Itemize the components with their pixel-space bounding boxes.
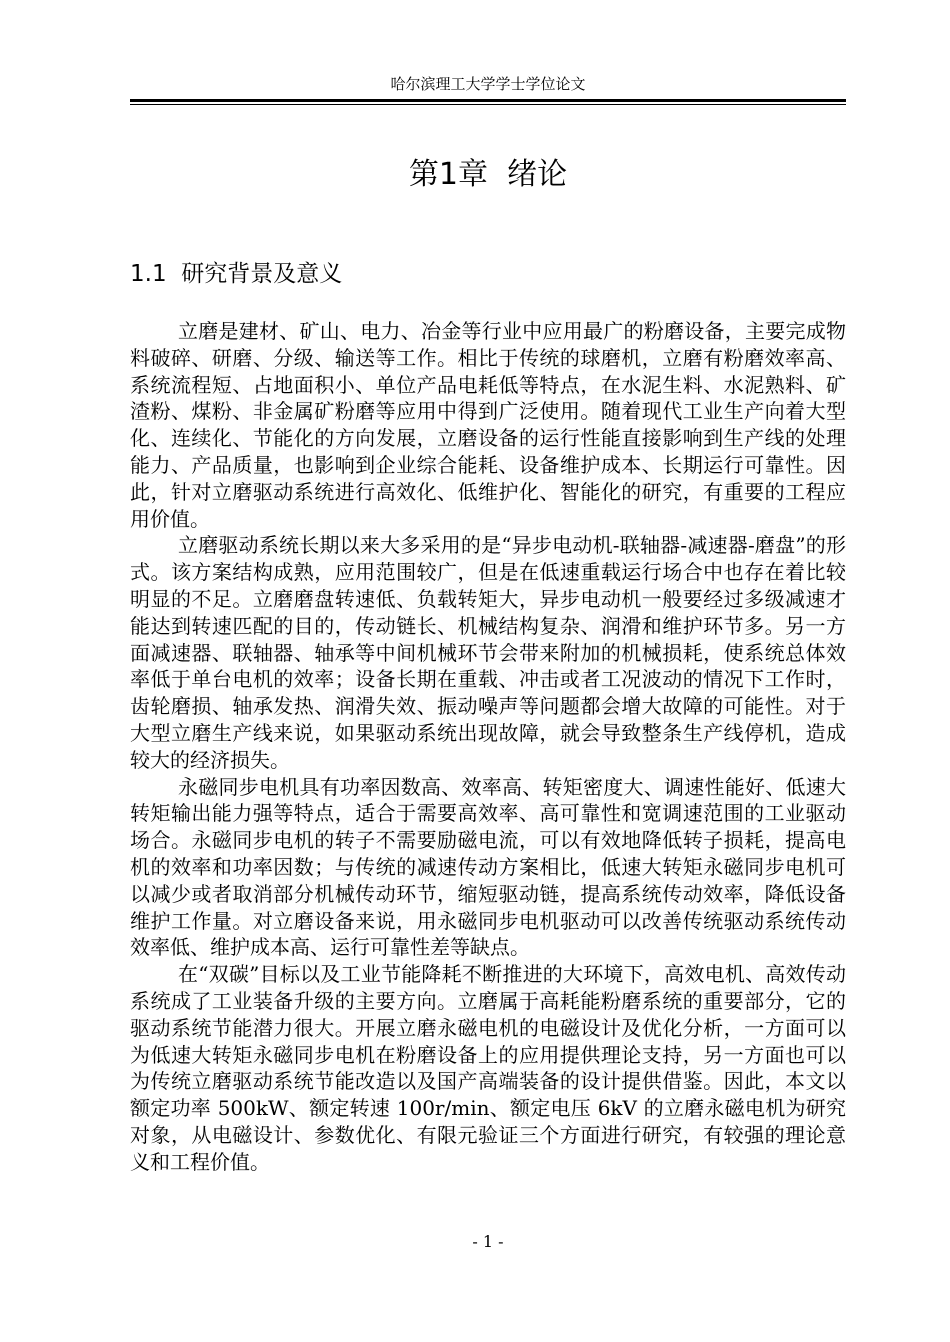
body-text bbox=[130, 318, 846, 1176]
header-rule-thick bbox=[130, 99, 846, 102]
header-rule-thin bbox=[130, 104, 846, 105]
paragraph-3: 永磁同步电机具有功率因数高、效率高、转矩密度大、调速性能好、低速大转矩输出能力强等特点，适合于需要高效率、高可靠性和宽调速范围的工业驱动场合。永磁同步电机的转子不需要励磁电流，可以有效地降低转子损耗，提高电机的效率和功率因数；与传统的减速传动方案相比，低速大转矩永磁同步电机可以减少或者取消部分机械传动环节，缩短驱动链，提高系统传动效率，降低设备维护工作量。对立磨设备来说，用永磁同步电机驱动可以改善传统驱动系统传动效率低、维护成本高、运行可靠性差等缺点。 bbox=[130, 774, 846, 960]
page-number: - 1 - bbox=[472, 1232, 504, 1251]
chapter-title: 第1章 绪论 bbox=[408, 157, 568, 192]
paragraph-4: 在“双碳”目标以及工业节能降耗不断推进的大环境下，高效电机、高效传动系统成了工业装备升级的主要方向。立磨属于高耗能粉磨系统的重要部分，它的驱动系统节能潜力很大。开展立磨永磁电机的电磁设计及优化分析，一方面可以为低速大转矩永磁同步电机在粉磨设备上的应用提供理论支持，另一方面也可以为传统立磨驱动系统节能改造以及国产高端装备的设计提供借鉴。因此，本文以额定功率 500kW、额定转速 100r/min、额定电压 6kV 的立磨永磁电机为研究对象，从电磁设计、参数优化、有限元验证三个方面进行研究，有较强的理论意义和工程价值。 bbox=[130, 962, 846, 1174]
section-title: 1.1 研究背景及意义 bbox=[130, 261, 343, 287]
paragraph-2: 立磨驱动系统长期以来大多采用的是“异步电动机-联轴器-减速器-磨盘”的形式。该方案结构成熟，应用范围较广，但是在低速重载运行场合中也存在着比较明显的不足。立磨磨盘转速低、负载转矩大，异步电动机一般要经过多级减速才能达到转速匹配的目的，传动链长、机械结构复杂、润滑和维护环节多。另一方面减速器、联轴器、轴承等中间机械环节会带来附加的机械损耗，使系统总体效率低于单台电机的效率；设备长期在重载、冲击或者工况波动的情况下工作时，齿轮磨损、轴承发热、润滑失效、振动噪声等问题都会增大故障的可能性。对于大型立磨生产线来说，如果驱动系统出现故障，就会导致整条生产线停机，造成较大的经济损失。 bbox=[130, 533, 846, 772]
running-header: 哈尔滨理工大学学士学位论文 bbox=[390, 75, 586, 93]
paragraph-1: 立磨是建材、矿山、电力、冶金等行业中应用最广的粉磨设备，主要完成物料破碎、研磨、分级、输送等工作。相比于传统的球磨机，立磨有粉磨效率高、系统流程短、占地面积小、单位产品电耗低等特点，在水泥生料、水泥熟料、矿渣粉、煤粉、非金属矿粉磨等应用中得到广泛使用。随着现代工业生产向着大型化、连续化、节能化的方向发展，立磨设备的运行性能直接影响到生产线的处理能力、产品质量，也影响到企业综合能耗、设备维护成本、长期运行可靠性。因此，针对立磨驱动系统进行高效化、低维护化、智能化的研究，有重要的工程应用价值。 bbox=[130, 319, 846, 531]
